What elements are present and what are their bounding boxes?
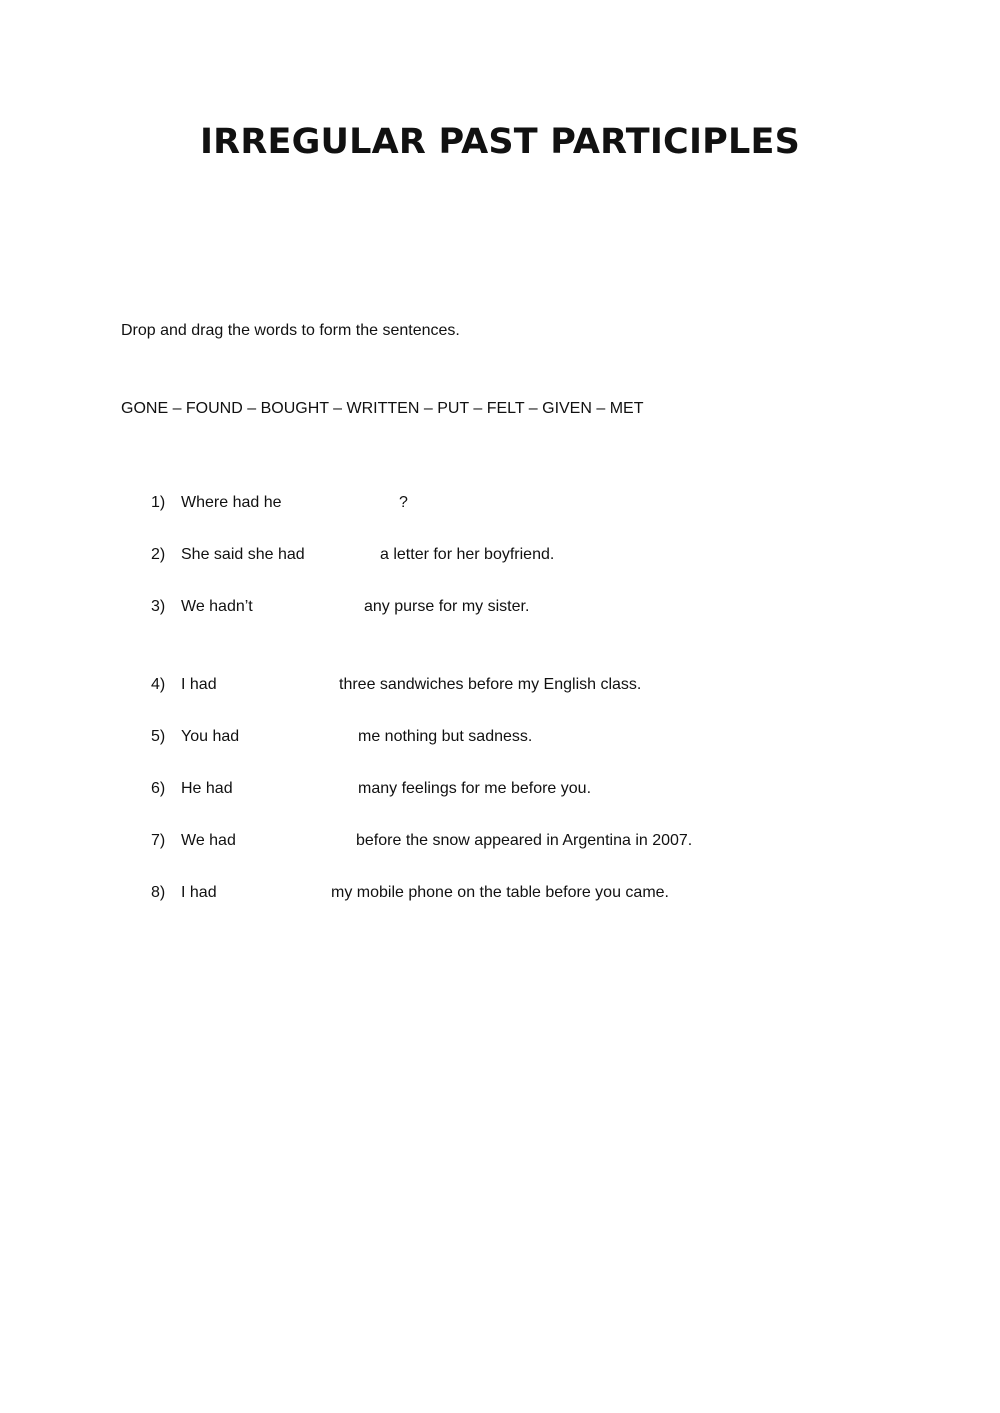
- answer-drop-zone[interactable]: [223, 882, 325, 904]
- sentence-number: 7): [151, 832, 166, 849]
- sentence-number: 6): [151, 780, 166, 797]
- sentence-number: 5): [151, 728, 166, 745]
- sentence-row: [0, 598, 1000, 622]
- sentence-end: a letter for her boyfriend.: [380, 546, 555, 563]
- sentence-row: [0, 494, 1000, 518]
- sentence-start: Where had he: [181, 494, 282, 511]
- sentence-end: me nothing but sadness.: [358, 728, 533, 745]
- answer-drop-zone[interactable]: [265, 596, 357, 618]
- sentence-row: [0, 728, 1000, 752]
- instructions-text: Drop and drag the words to form the sentences.: [121, 322, 460, 339]
- sentence-start: I had: [181, 884, 217, 901]
- sentence-end: any purse for my sister.: [364, 598, 530, 615]
- sentence-row: [0, 546, 1000, 570]
- answer-drop-zone[interactable]: [292, 492, 392, 514]
- answer-drop-zone[interactable]: [310, 544, 374, 566]
- word-bank: GONE – FOUND – BOUGHT – WRITTEN – PUT – FELT – GIVEN – MET: [121, 400, 644, 417]
- answer-drop-zone[interactable]: [223, 674, 333, 696]
- sentence-number: 4): [151, 676, 166, 693]
- sentence-start: She said she had: [181, 546, 305, 563]
- sentence-row: [0, 832, 1000, 856]
- sentence-end: three sandwiches before my English class.: [339, 676, 642, 693]
- sentence-row: [0, 780, 1000, 804]
- sentence-number: 1): [151, 494, 166, 511]
- answer-drop-zone[interactable]: [244, 830, 349, 852]
- sentence-end: ?: [399, 494, 408, 511]
- sentence-start: You had: [181, 728, 240, 745]
- sentence-row: [0, 884, 1000, 908]
- sentence-row: [0, 676, 1000, 700]
- sentence-start: We had: [181, 832, 236, 849]
- sentence-end: before the snow appeared in Argentina in 2007.: [356, 832, 693, 849]
- page-title: IRREGULAR PAST PARTICIPLES: [199, 122, 801, 162]
- answer-drop-zone[interactable]: [239, 778, 351, 800]
- sentence-start: We hadn’t: [181, 598, 253, 615]
- sentence-number: 8): [151, 884, 166, 901]
- answer-drop-zone[interactable]: [247, 726, 351, 748]
- sentence-number: 2): [151, 546, 166, 563]
- sentence-end: many feelings for me before you.: [358, 780, 592, 797]
- sentence-end: my mobile phone on the table before you came.: [331, 884, 669, 901]
- sentence-number: 3): [151, 598, 166, 615]
- sentence-start: He had: [181, 780, 233, 797]
- sentence-start: I had: [181, 676, 217, 693]
